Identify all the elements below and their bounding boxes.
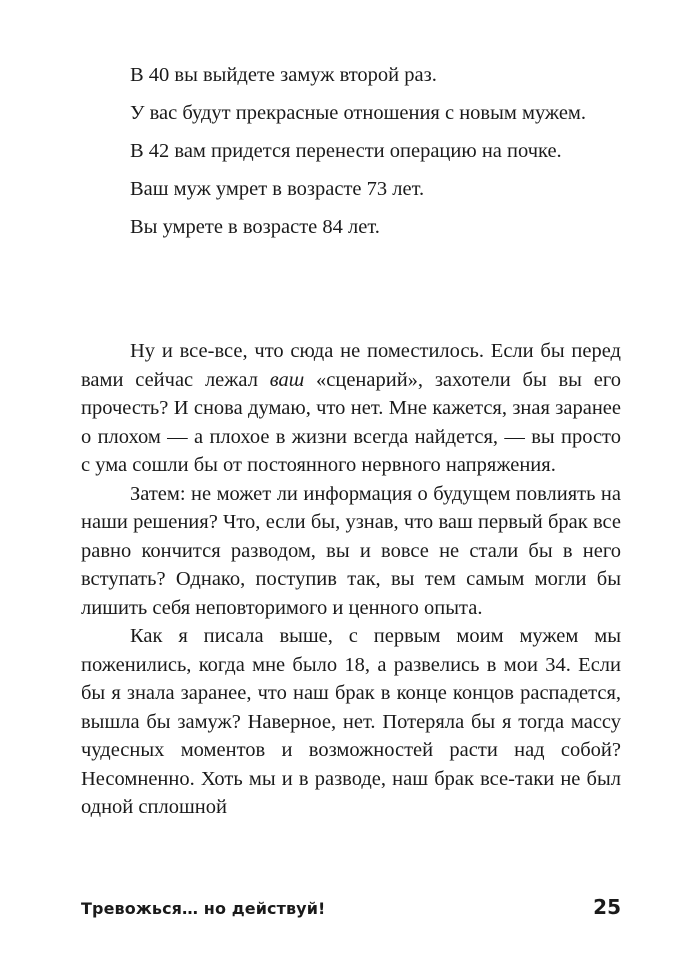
emphasis-word: ваш [269,368,305,391]
page-footer [81,893,621,923]
list-item: Ваш муж умрет в возрасте 73 лет. [130,178,425,200]
running-title: Тревожься… но действуй! [81,899,326,918]
paragraph-1 [81,337,621,480]
paragraph-1-end: «сценарий», захотели бы вы его прочесть? И снова думаю, что нет. Мне кажется, зная заранее о плохом — а плохое в жизни всегда найдется, — вы просто с ума сошли бы от постоянного нервного напряжения. [81,368,621,476]
list-item: В 42 вам придется перенести операцию на почке. [130,140,562,162]
list-item: В 40 вы выйдете замуж второй раз. [130,64,437,86]
body-text [81,337,621,822]
paragraph-2: Затем: не может ли информация о будущем повлиять на наши решения? Что, если бы, узнав, что ваш первый брак все равно кончится разводом, вы и вовсе не стали бы в него вступать? Однако, поступив так, вы тем самым могли бы лишить себя неповторимого и ценного опыта. [81,482,621,619]
prediction-list [130,62,620,252]
paragraph-1-start: Ну и все-все, что сюда не поместилось. Если бы перед вами сейчас лежал [81,340,621,391]
paragraph-3: Как я писала выше, с первым моим мужем мы поженились, когда мне было 18, а развелись в мои 34. Если бы я знала заранее, что наш брак в конце концов распадется, вышла бы замуж? Наверное, нет. Потеряла бы я тогда массу чудесных моментов и возможностей расти над собой? Несомненно. Хоть мы и в разводе, наш брак все-таки не был одной сплошной [81,625,621,818]
page-number: 25 [593,895,621,919]
list-item: Вы умрете в возрасте 84 лет. [130,216,380,238]
list-item: У вас будут прекрасные отношения с новым мужем. [130,102,587,124]
